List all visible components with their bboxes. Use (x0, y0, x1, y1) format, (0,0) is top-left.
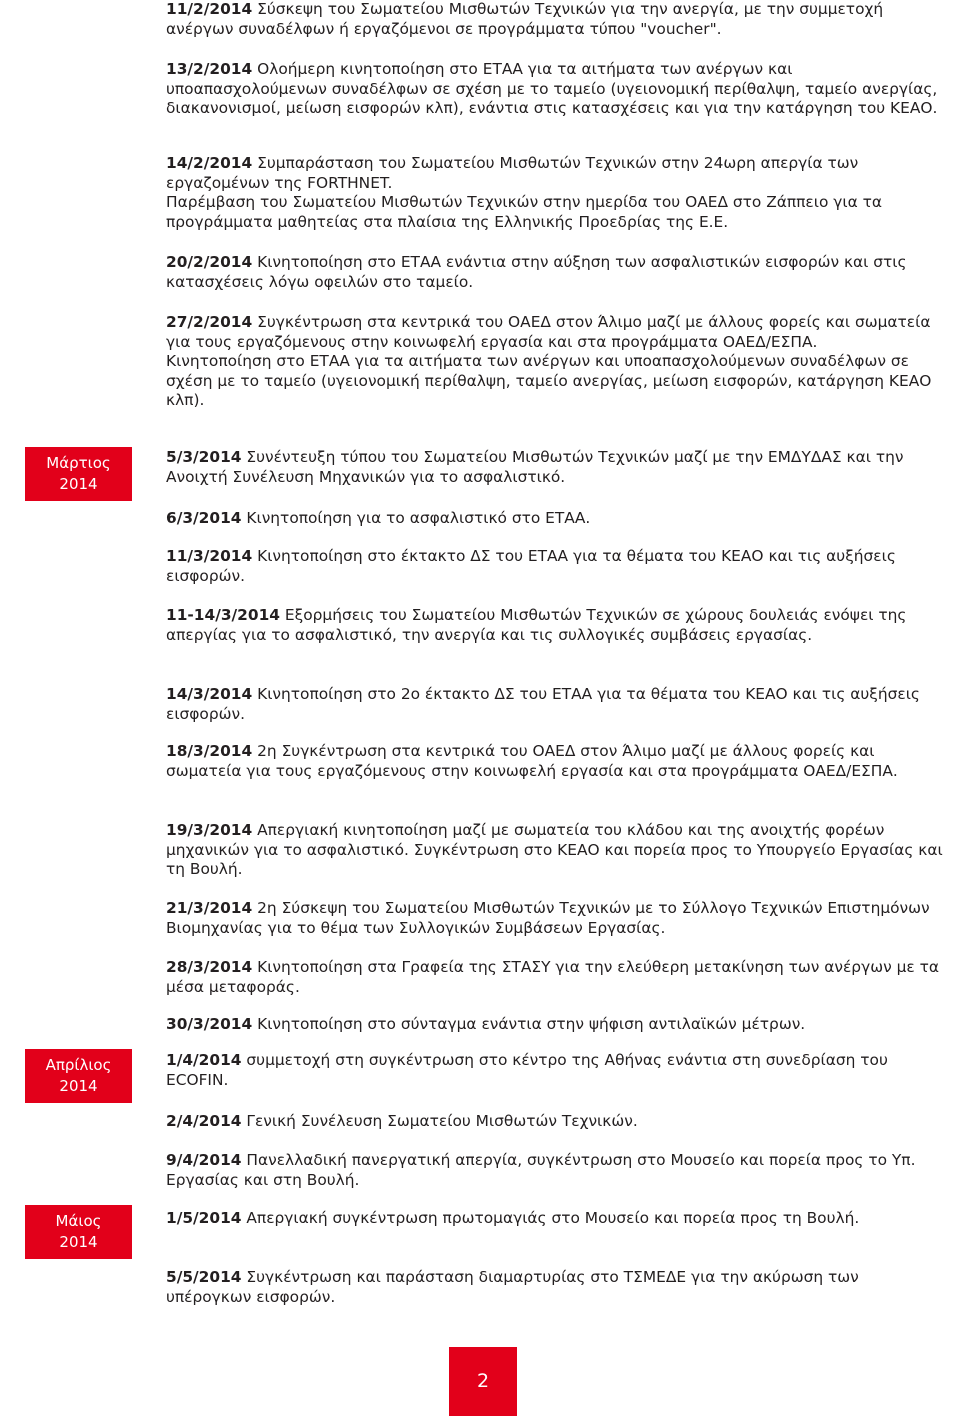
event-entry (166, 899, 948, 938)
event-date: 27/2/2014 (166, 313, 253, 331)
event-date: 11/3/2014 (166, 547, 253, 565)
month-label-april (25, 1049, 132, 1103)
event-date: 14/3/2014 (166, 685, 253, 703)
event-text-extra: Παρέμβαση του Σωματείου Μισθωτών Τεχνικών στην ημερίδα του ΟΑΕΔ στο Ζάππειο για τα προγράμματα μαθητείας στα πλαίσια της Ελληνικής Προεδρίας της Ε.Ε. (166, 193, 883, 231)
event-entry (166, 0, 948, 39)
event-entry (166, 606, 948, 645)
event-text: Συνέντευξη τύπου του Σωματείου Μισθωτών Τεχνικών μαζί με την ΕΜΔΥΔΑΣ και την Ανοιχτή Συνέλευση Μηχανικών για το ασφαλιστικό. (166, 448, 904, 486)
month-year: 2014 (59, 1233, 98, 1251)
event-text: συμμετοχή στη συγκέντρωση στο κέντρο της Αθήνας ενάντια στη συνεδρίαση του ECOFIN. (166, 1051, 888, 1089)
event-text: Κινητοποίηση στο σύνταγμα ενάντια στην ψήφιση αντιλαϊκών μέτρων. (257, 1015, 806, 1033)
event-text: Συγκέντρωση στα κεντρικά του ΟΑΕΔ στον Άλιμο μαζί με άλλους φορείς και σωματεία για τους εργαζόμενους στην κοινωφελή εργασία και στα προγράμματα ΟΑΕΔ/ΕΣΠΑ. (166, 313, 931, 351)
event-date: 18/3/2014 (166, 742, 253, 760)
event-entry (166, 313, 948, 411)
event-entry (166, 60, 948, 119)
event-date: 19/3/2014 (166, 821, 253, 839)
event-text: Πανελλαδική πανεργατική απεργία, συγκέντρωση στο Μουσείο και πορεία προς το Υπ. Εργασίας και στη Βουλή. (166, 1151, 916, 1189)
event-entry (166, 1268, 948, 1307)
event-text: Κινητοποίηση στα Γραφεία της ΣΤΑΣΥ για την ελεύθερη μετακίνηση των ανέργων με τα μέσα μεταφοράς. (166, 958, 939, 996)
event-entry (166, 509, 948, 529)
event-date: 9/4/2014 (166, 1151, 242, 1169)
event-entry (166, 821, 948, 880)
event-date: 11-14/3/2014 (166, 606, 281, 624)
event-text: Κινητοποίηση στο ΕΤΑΑ ενάντια στην αύξηση των ασφαλιστικών εισφορών και στις κατασχέσεις λόγω οφειλών στο ταμείο. (166, 253, 907, 291)
event-date: 20/2/2014 (166, 253, 253, 271)
event-entry (166, 1015, 948, 1035)
event-entry (166, 685, 948, 724)
event-text: Συμπαράσταση του Σωματείου Μισθωτών Τεχνικών στην 24ωρη απεργία των εργαζομένων της FORTHNET. (166, 154, 859, 192)
month-year: 2014 (59, 1077, 98, 1095)
event-entry (166, 448, 948, 487)
event-entry (166, 742, 948, 781)
event-entry (166, 1209, 948, 1229)
event-text: Σύσκεψη του Σωματείου Μισθωτών Τεχνικών για την ανεργία, με την συμμετοχή ανέργων συναδέλφων ή εργαζόμενοι σε προγράμματα τύπου "voucher". (166, 0, 884, 38)
event-entry (166, 1112, 948, 1132)
event-text: Συγκέντρωση και παράσταση διαμαρτυρίας στο ΤΣΜΕΔΕ για την ακύρωση των υπέρογκων εισφορών. (166, 1268, 859, 1306)
event-entry (166, 154, 948, 232)
event-date: 2/4/2014 (166, 1112, 242, 1130)
event-date: 30/3/2014 (166, 1015, 253, 1033)
month-label-may (25, 1205, 132, 1259)
event-text: Γενική Συνέλευση Σωματείου Μισθωτών Τεχνικών. (246, 1112, 638, 1130)
event-date: 5/3/2014 (166, 448, 242, 466)
event-entry (166, 253, 948, 292)
event-text: 2η Συγκέντρωση στα κεντρικά του ΟΑΕΔ στον Άλιμο μαζί με άλλους φορείς και σωματεία για τους εργαζόμενους στην κοινωφελή εργασία και στα προγράμματα ΟΑΕΔ/ΕΣΠΑ. (166, 742, 898, 780)
event-date: 1/5/2014 (166, 1209, 242, 1227)
event-date: 1/4/2014 (166, 1051, 242, 1069)
event-entry (166, 1051, 948, 1090)
event-text: Απεργιακή κινητοποίηση μαζί με σωματεία του κλάδου και της ανοιχτής φορέων μηχανικών για το ασφαλιστικό. Συγκέντρωση στο ΚΕΑΟ και πορεία προς το Υπουργείο Εργασίας και τη Βουλή. (166, 821, 943, 878)
event-date: 11/2/2014 (166, 0, 253, 18)
event-text: Ολοήμερη κινητοποίηση στο ΕΤΑΑ για τα αιτήματα των ανέργων και υποαπασχολούμενων συναδέλφων σε σχέση με το ταμείο (υγειονομική περίθαλψη, ταμείο ανεργίας, διακανονισμοί, μείωση εισφορών κλπ), ενάντια στις κατασχέσεις και για την κατάργηση του ΚΕΑΟ. (166, 60, 938, 117)
event-text: Εξορμήσεις του Σωματείου Μισθωτών Τεχνικών σε χώρους δουλειάς ενόψει της απεργίας για το ασφαλιστικό, την ανεργία και τις συλλογικές συμβάσεις εργασίας. (166, 606, 907, 644)
event-date: 21/3/2014 (166, 899, 253, 917)
event-text: 2η Σύσκεψη του Σωματείου Μισθωτών Τεχνικών με το Σύλλογο Τεχνικών Επιστημόνων Βιομηχανίας για το θέμα των Συλλογικών Συμβάσεων Εργασίας. (166, 899, 930, 937)
event-entry (166, 547, 948, 586)
event-text: Κινητοποίηση για το ασφαλιστικό στο ΕΤΑΑ. (246, 509, 591, 527)
event-text: Κινητοποίηση στο έκτακτο ΔΣ του ΕΤΑΑ για τα θέματα του ΚΕΑΟ και τις αυξήσεις εισφορών. (166, 547, 896, 585)
month-name: Μάρτιος (46, 454, 111, 472)
month-name: Μάιος (55, 1212, 102, 1230)
event-text-extra: Κινητοποίηση στο ΕΤΑΑ για τα αιτήματα των ανέργων και υποαπασχολούμενων συναδέλφων σε σχέση με το ταμείο (υγειονομική περίθαλψη, ταμείο ανεργίας, μείωση εισφορών, κατάργηση ΚΕΑΟ κλπ). (166, 352, 932, 409)
event-date: 13/2/2014 (166, 60, 253, 78)
event-text: Κινητοποίηση στο 2ο έκτακτο ΔΣ του ΕΤΑΑ για τα θέματα του ΚΕΑΟ και τις αυξήσεις εισφορών. (166, 685, 920, 723)
month-label-march (25, 447, 132, 501)
event-text: Απεργιακή συγκέντρωση πρωτομαγιάς στο Μουσείο και πορεία προς τη Βουλή. (246, 1209, 860, 1227)
event-entry (166, 1151, 948, 1190)
event-date: 28/3/2014 (166, 958, 253, 976)
page-number: 2 (449, 1347, 517, 1416)
event-date: 14/2/2014 (166, 154, 253, 172)
event-entry (166, 958, 948, 997)
month-name: Απρίλιος (45, 1056, 112, 1074)
month-year: 2014 (59, 475, 98, 493)
event-date: 5/5/2014 (166, 1268, 242, 1286)
event-date: 6/3/2014 (166, 509, 242, 527)
